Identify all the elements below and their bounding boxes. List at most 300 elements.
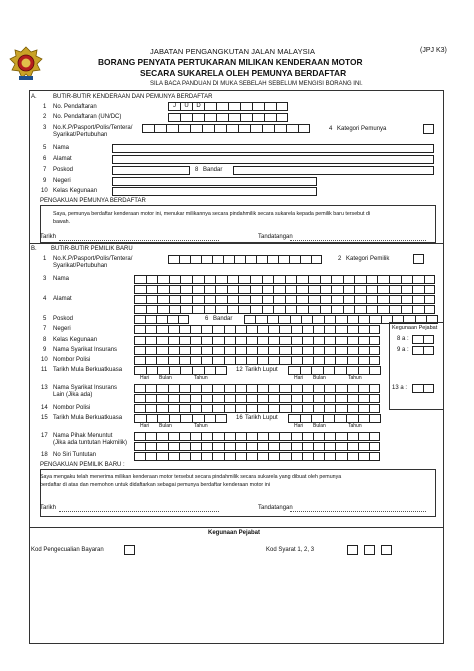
char-box[interactable]: [224, 346, 235, 355]
char-box[interactable]: [302, 384, 313, 393]
char-box[interactable]: [279, 452, 290, 461]
office-8a-boxes[interactable]: [412, 335, 434, 344]
char-box[interactable]: [324, 325, 335, 334]
char-box[interactable]: [212, 384, 223, 393]
char-box[interactable]: [412, 285, 424, 294]
char-box[interactable]: [296, 305, 308, 314]
char-box[interactable]: [320, 275, 332, 284]
char-box[interactable]: [257, 325, 268, 334]
char-box[interactable]: [238, 295, 250, 304]
char-box[interactable]: [346, 414, 358, 423]
char-box[interactable]: [302, 325, 313, 334]
char-box[interactable]: [168, 452, 179, 461]
char-box[interactable]: [134, 414, 146, 423]
char-box[interactable]: [324, 432, 335, 441]
char-box[interactable]: [291, 442, 302, 451]
char-box[interactable]: [134, 325, 145, 334]
char-box[interactable]: [212, 404, 223, 413]
a8-town-field[interactable]: [233, 166, 434, 175]
char-box[interactable]: [401, 285, 413, 294]
char-box[interactable]: [146, 275, 158, 284]
char-box[interactable]: [156, 336, 167, 345]
char-box[interactable]: [324, 346, 335, 355]
char-box[interactable]: [169, 366, 181, 375]
char-box[interactable]: [331, 295, 343, 304]
char-box[interactable]: [179, 336, 190, 345]
char-box[interactable]: [134, 285, 146, 294]
char-box[interactable]: [212, 336, 223, 345]
char-box[interactable]: [157, 305, 169, 314]
char-box[interactable]: [323, 414, 335, 423]
char-box[interactable]: [146, 414, 158, 423]
char-box[interactable]: [201, 452, 212, 461]
char-box[interactable]: [389, 285, 401, 294]
char-box[interactable]: [358, 384, 369, 393]
char-box[interactable]: [273, 275, 285, 284]
char-box[interactable]: [308, 305, 320, 314]
char-box[interactable]: [179, 356, 190, 365]
char-box[interactable]: [291, 404, 302, 413]
char-box[interactable]: [246, 432, 257, 441]
char-box[interactable]: [146, 285, 158, 294]
char-box[interactable]: [324, 356, 335, 365]
b9-insurer-boxes[interactable]: [134, 346, 380, 355]
char-box[interactable]: [134, 356, 145, 365]
b4-address-row-2[interactable]: [134, 305, 435, 314]
char-box[interactable]: [324, 404, 335, 413]
char-box[interactable]: [224, 325, 235, 334]
reg-char[interactable]: D: [192, 102, 204, 111]
char-box[interactable]: [257, 432, 268, 441]
char-box[interactable]: [145, 325, 156, 334]
char-box[interactable]: [257, 404, 268, 413]
char-box[interactable]: [268, 394, 279, 403]
char-box[interactable]: [268, 432, 279, 441]
char-box[interactable]: [343, 285, 355, 294]
char-box[interactable]: [201, 346, 212, 355]
char-box[interactable]: [134, 452, 145, 461]
b13-insurer-boxes[interactable]: [134, 384, 380, 393]
char-box[interactable]: [169, 285, 181, 294]
char-box[interactable]: [347, 394, 358, 403]
char-box[interactable]: [168, 394, 179, 403]
char-box[interactable]: [268, 356, 279, 365]
char-box[interactable]: [377, 285, 389, 294]
char-box[interactable]: [190, 404, 201, 413]
char-box[interactable]: [235, 404, 246, 413]
char-box[interactable]: [335, 394, 346, 403]
char-box[interactable]: [320, 285, 332, 294]
char-box[interactable]: [369, 452, 380, 461]
a1-registration-boxes[interactable]: [168, 102, 288, 111]
char-box[interactable]: [358, 336, 369, 345]
char-box[interactable]: [369, 356, 380, 365]
char-box[interactable]: [389, 295, 401, 304]
char-box[interactable]: [369, 384, 380, 393]
char-box[interactable]: [201, 394, 212, 403]
char-box[interactable]: [335, 432, 346, 441]
char-box[interactable]: [401, 305, 413, 314]
char-box[interactable]: [279, 356, 290, 365]
char-box[interactable]: [145, 336, 156, 345]
char-box[interactable]: [215, 295, 227, 304]
char-box[interactable]: [192, 305, 204, 314]
b14-policy-boxes[interactable]: [134, 404, 380, 413]
char-box[interactable]: [215, 275, 227, 284]
char-box[interactable]: [157, 414, 169, 423]
char-box[interactable]: [156, 384, 167, 393]
char-box[interactable]: [358, 404, 369, 413]
char-box[interactable]: [246, 325, 257, 334]
char-box[interactable]: [255, 315, 266, 324]
char-box[interactable]: [257, 346, 268, 355]
char-box[interactable]: [201, 336, 212, 345]
char-box[interactable]: [180, 275, 192, 284]
char-box[interactable]: [257, 452, 268, 461]
char-box[interactable]: [366, 285, 378, 294]
char-box[interactable]: [291, 336, 302, 345]
char-box[interactable]: [212, 452, 223, 461]
char-box[interactable]: [246, 356, 257, 365]
char-box[interactable]: [235, 442, 246, 451]
char-box[interactable]: [358, 346, 369, 355]
char-box[interactable]: [201, 432, 212, 441]
char-box[interactable]: [190, 384, 201, 393]
char-box[interactable]: [180, 305, 192, 314]
char-box[interactable]: [320, 295, 332, 304]
char-box[interactable]: [288, 366, 300, 375]
char-box[interactable]: [358, 414, 370, 423]
char-box[interactable]: [212, 346, 223, 355]
char-box[interactable]: [358, 432, 369, 441]
b15-start-date-boxes[interactable]: [134, 414, 227, 423]
char-box[interactable]: [204, 275, 216, 284]
condition-code-box-1[interactable]: [347, 545, 358, 555]
char-box[interactable]: [180, 285, 192, 294]
a6-address-field[interactable]: [112, 155, 434, 164]
char-box[interactable]: [250, 275, 262, 284]
b11-start-date-boxes[interactable]: [134, 366, 227, 375]
b1-id-boxes[interactable]: [168, 255, 322, 264]
char-box[interactable]: [343, 275, 355, 284]
char-box[interactable]: [192, 295, 204, 304]
char-box[interactable]: [354, 285, 366, 294]
char-box[interactable]: [246, 404, 257, 413]
char-box[interactable]: [288, 414, 300, 423]
char-box[interactable]: [246, 346, 257, 355]
char-box[interactable]: [169, 414, 181, 423]
char-box[interactable]: [273, 285, 285, 294]
char-box[interactable]: [369, 346, 380, 355]
char-box[interactable]: [257, 442, 268, 451]
char-box[interactable]: [146, 295, 158, 304]
char-box[interactable]: [212, 325, 223, 334]
char-box[interactable]: [201, 404, 212, 413]
char-box[interactable]: [291, 432, 302, 441]
char-box[interactable]: [366, 275, 378, 284]
char-box[interactable]: [204, 285, 216, 294]
char-box[interactable]: [224, 442, 235, 451]
char-box[interactable]: [179, 442, 190, 451]
char-box[interactable]: [347, 404, 358, 413]
char-box[interactable]: [134, 432, 145, 441]
b3-name-row-1[interactable]: [134, 275, 435, 284]
char-box[interactable]: [346, 366, 358, 375]
char-box[interactable]: [296, 275, 308, 284]
char-box[interactable]: [134, 442, 145, 451]
char-box[interactable]: [347, 346, 358, 355]
char-box[interactable]: [134, 295, 146, 304]
a9-state-field[interactable]: [112, 177, 317, 186]
char-box[interactable]: [268, 452, 279, 461]
char-box[interactable]: [312, 315, 323, 324]
char-box[interactable]: [313, 356, 324, 365]
a5-name-field[interactable]: [112, 144, 434, 153]
char-box[interactable]: [145, 452, 156, 461]
char-box[interactable]: [215, 305, 227, 314]
char-box[interactable]: [227, 305, 239, 314]
char-box[interactable]: [201, 325, 212, 334]
b17-claimant-boxes[interactable]: [134, 432, 380, 441]
char-box[interactable]: [313, 384, 324, 393]
char-box[interactable]: [227, 295, 239, 304]
char-box[interactable]: [156, 442, 167, 451]
char-box[interactable]: [238, 275, 250, 284]
char-box[interactable]: [169, 305, 181, 314]
b8-usage-class-boxes[interactable]: [134, 336, 380, 345]
char-box[interactable]: [302, 442, 313, 451]
char-box[interactable]: [250, 285, 262, 294]
char-box[interactable]: [190, 432, 201, 441]
char-box[interactable]: [335, 356, 346, 365]
char-box[interactable]: [145, 346, 156, 355]
char-box[interactable]: [190, 356, 201, 365]
char-box[interactable]: [377, 275, 389, 284]
char-box[interactable]: [246, 336, 257, 345]
char-box[interactable]: [268, 384, 279, 393]
char-box[interactable]: [156, 356, 167, 365]
char-box[interactable]: [250, 305, 262, 314]
b12-expiry-date-boxes[interactable]: [288, 366, 381, 375]
char-box[interactable]: [257, 394, 268, 403]
char-box[interactable]: [224, 452, 235, 461]
char-box[interactable]: [324, 336, 335, 345]
char-box[interactable]: [168, 346, 179, 355]
char-box[interactable]: [279, 325, 290, 334]
a3-id-boxes[interactable]: [142, 124, 310, 133]
char-box[interactable]: [212, 394, 223, 403]
a-signature-line[interactable]: [290, 240, 426, 241]
char-box[interactable]: [179, 452, 190, 461]
char-box[interactable]: [358, 452, 369, 461]
char-box[interactable]: [335, 315, 346, 324]
char-box[interactable]: [302, 404, 313, 413]
a7-postcode-field[interactable]: [112, 166, 190, 175]
char-box[interactable]: [347, 452, 358, 461]
char-box[interactable]: [377, 295, 389, 304]
char-box[interactable]: [324, 394, 335, 403]
char-box[interactable]: [324, 442, 335, 451]
char-box[interactable]: [313, 346, 324, 355]
char-box[interactable]: [301, 315, 312, 324]
char-box[interactable]: [291, 452, 302, 461]
b16-expiry-date-boxes[interactable]: [288, 414, 381, 423]
char-box[interactable]: [180, 366, 192, 375]
char-box[interactable]: [267, 315, 278, 324]
char-box[interactable]: [246, 394, 257, 403]
char-box[interactable]: [412, 275, 424, 284]
char-box[interactable]: [215, 366, 227, 375]
char-box[interactable]: [369, 315, 380, 324]
char-box[interactable]: [145, 432, 156, 441]
char-box[interactable]: [212, 442, 223, 451]
char-box[interactable]: [246, 452, 257, 461]
char-box[interactable]: [168, 442, 179, 451]
char-box[interactable]: [424, 285, 436, 294]
char-box[interactable]: [300, 414, 312, 423]
char-box[interactable]: [145, 442, 156, 451]
char-box[interactable]: [262, 275, 274, 284]
char-box[interactable]: [291, 356, 302, 365]
char-box[interactable]: [238, 305, 250, 314]
char-box[interactable]: [291, 384, 302, 393]
char-box[interactable]: [268, 442, 279, 451]
char-box[interactable]: [343, 305, 355, 314]
char-box[interactable]: [347, 442, 358, 451]
b-signature-line[interactable]: [290, 511, 426, 512]
char-box[interactable]: [324, 384, 335, 393]
char-box[interactable]: [192, 285, 204, 294]
char-box[interactable]: [273, 305, 285, 314]
char-box[interactable]: [343, 295, 355, 304]
char-box[interactable]: [335, 336, 346, 345]
char-box[interactable]: [324, 452, 335, 461]
char-box[interactable]: [215, 414, 227, 423]
char-box[interactable]: [262, 295, 274, 304]
char-box[interactable]: [369, 366, 381, 375]
char-box[interactable]: [369, 414, 381, 423]
char-box[interactable]: [224, 404, 235, 413]
char-box[interactable]: [235, 356, 246, 365]
char-box[interactable]: [354, 295, 366, 304]
char-box[interactable]: [179, 384, 190, 393]
char-box[interactable]: [296, 295, 308, 304]
char-box[interactable]: [227, 285, 239, 294]
b4-address-row-1[interactable]: [134, 295, 435, 304]
char-box[interactable]: [335, 325, 346, 334]
char-box[interactable]: [157, 295, 169, 304]
char-box[interactable]: [190, 452, 201, 461]
b7-state-boxes[interactable]: [134, 325, 380, 334]
char-box[interactable]: [358, 394, 369, 403]
char-box[interactable]: [313, 394, 324, 403]
char-box[interactable]: [224, 432, 235, 441]
char-box[interactable]: [257, 356, 268, 365]
char-box[interactable]: [179, 346, 190, 355]
char-box[interactable]: [257, 384, 268, 393]
office-13a-boxes[interactable]: [412, 384, 434, 393]
char-box[interactable]: [313, 336, 324, 345]
b3-name-row-2[interactable]: [134, 285, 435, 294]
char-box[interactable]: [335, 442, 346, 451]
char-box[interactable]: [268, 346, 279, 355]
char-box[interactable]: [302, 432, 313, 441]
char-box[interactable]: [313, 452, 324, 461]
char-box[interactable]: [401, 295, 413, 304]
char-box[interactable]: [180, 295, 192, 304]
char-box[interactable]: [250, 295, 262, 304]
condition-code-box-2[interactable]: [364, 545, 375, 555]
char-box[interactable]: [201, 356, 212, 365]
char-box[interactable]: [323, 366, 335, 375]
char-box[interactable]: [156, 404, 167, 413]
char-box[interactable]: [290, 315, 301, 324]
char-box[interactable]: [190, 336, 201, 345]
char-box[interactable]: [279, 384, 290, 393]
char-box[interactable]: [285, 285, 297, 294]
char-box[interactable]: [369, 442, 380, 451]
char-box[interactable]: [308, 285, 320, 294]
char-box[interactable]: [179, 404, 190, 413]
char-box[interactable]: [268, 325, 279, 334]
a-date-line[interactable]: [59, 240, 219, 241]
char-box[interactable]: [156, 394, 167, 403]
b17-claimant-boxes-2[interactable]: [134, 442, 380, 451]
reg-char[interactable]: J: [168, 102, 180, 111]
char-box[interactable]: [369, 325, 380, 334]
char-box[interactable]: [358, 366, 370, 375]
char-box[interactable]: [169, 295, 181, 304]
char-box[interactable]: [134, 366, 146, 375]
char-box[interactable]: [369, 336, 380, 345]
char-box[interactable]: [235, 346, 246, 355]
char-box[interactable]: [227, 275, 239, 284]
char-box[interactable]: [215, 285, 227, 294]
char-box[interactable]: [224, 336, 235, 345]
char-box[interactable]: [262, 305, 274, 314]
char-box[interactable]: [347, 325, 358, 334]
b-date-line[interactable]: [59, 511, 219, 512]
char-box[interactable]: [389, 305, 401, 314]
b18-claim-serial-boxes[interactable]: [134, 452, 380, 461]
char-box[interactable]: [168, 404, 179, 413]
char-box[interactable]: [235, 432, 246, 441]
char-box[interactable]: [145, 404, 156, 413]
char-box[interactable]: [313, 442, 324, 451]
char-box[interactable]: [235, 452, 246, 461]
char-box[interactable]: [279, 346, 290, 355]
char-box[interactable]: [168, 336, 179, 345]
char-box[interactable]: [331, 305, 343, 314]
char-box[interactable]: [335, 452, 346, 461]
char-box[interactable]: [145, 394, 156, 403]
char-box[interactable]: [235, 384, 246, 393]
char-box[interactable]: [192, 366, 204, 375]
char-box[interactable]: [331, 275, 343, 284]
char-box[interactable]: [190, 394, 201, 403]
char-box[interactable]: [156, 325, 167, 334]
char-box[interactable]: [335, 384, 346, 393]
char-box[interactable]: [347, 315, 358, 324]
char-box[interactable]: [285, 275, 297, 284]
char-box[interactable]: [244, 315, 255, 324]
char-box[interactable]: [412, 305, 424, 314]
char-box[interactable]: [308, 275, 320, 284]
char-box[interactable]: [145, 356, 156, 365]
char-box[interactable]: [168, 325, 179, 334]
char-box[interactable]: [134, 275, 146, 284]
char-box[interactable]: [257, 336, 268, 345]
